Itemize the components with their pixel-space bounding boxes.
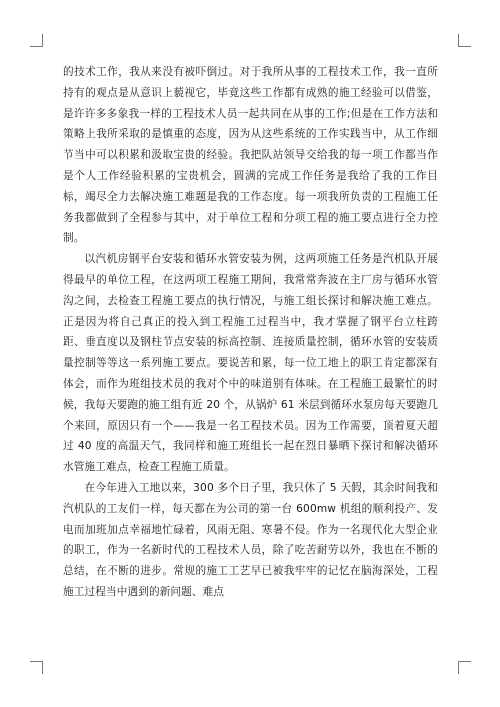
crop-mark-bottom-left bbox=[30, 661, 43, 674]
crop-mark-bottom-right bbox=[458, 661, 471, 674]
crop-mark-top-left bbox=[30, 34, 43, 47]
crop-mark-top-right bbox=[458, 34, 471, 47]
paragraph-3: 在今年进入工地以来，300 多个日子里，我只休了 5 天假，其余时间我和汽机队的工友们一样，每天都在为公司的第一台 600mw 机组的顺利投产、发电而加班加点幸福地忙碌着，风雨无阻、寒暑不侵。作为一名现代化大型企业的职工，作为一名新时代的工程技术人员，除了吃苦耐劳以外，我也在不断的总结，在不断的进步。常规的施工工艺早已被我牢牢的记忆在脑海深处，工程施工过程当中遇到的新问题、难点 bbox=[63, 481, 438, 598]
paragraph-2: 以汽机房钢平台安装和循环水管安装为例，这两项施工任务是汽机队开展得最早的单位工程，在这两项工程施工期间，我常常奔波在主厂房与循环水管沟之间，去检查工程施工要点的执行情况，与施工组长探讨和解决施工难点。正是因为将自己真正的投入到工程施工过程当中，我才掌握了钢平台立柱跨距、垂直度以及钢柱节点安装的标高控制、连接质量控制，循环水管的安装质量控制等等这一系列施工要点。要说苦和累，每一位工地上的职工肯定都深有体会，而作为班组技术员的我对个中的味道别有体味。在工程施工最繁忙的时候，我每天要跑的施工组有近 20 个，从锅炉 61 米层到循环水泵房每天要跑几个来回，原因只有一个——我是一名工程技术员。因为工作需要，顶着夏天超过 40 度的高温天气，我同样和施工班组长一起在烈日暴晒下探讨和解决循环水管施工难点，检查工程施工质量。 bbox=[63, 253, 438, 474]
document-body bbox=[63, 62, 438, 603]
paragraph-1: 的技术工作，我从来没有被吓倒过。对于我所从事的工程技术工作，我一直所持有的观点是从意识上藐视它，毕竟这些工作都有成熟的施工经验可以借鉴，是许许多多象我一样的工程技术人员一起共同在从事的工作;但是在工作方法和策略上我所采取的是慎重的态度，因为从这些系统的工作实践当中，从工作细节当中可以积累和汲取宝贵的经验。我把队站领导交给我的每一项工作都当作是个人工作经验积累的宝贵机会，圆满的完成工作任务是我给了我的工作目标，竭尽全力去解决施工难题是我的工作态度。每一项我所负责的工程施工任务我都做到了全程参与其中，对于单位工程和分项工程的施工要点进行全力控制。 bbox=[63, 66, 438, 245]
